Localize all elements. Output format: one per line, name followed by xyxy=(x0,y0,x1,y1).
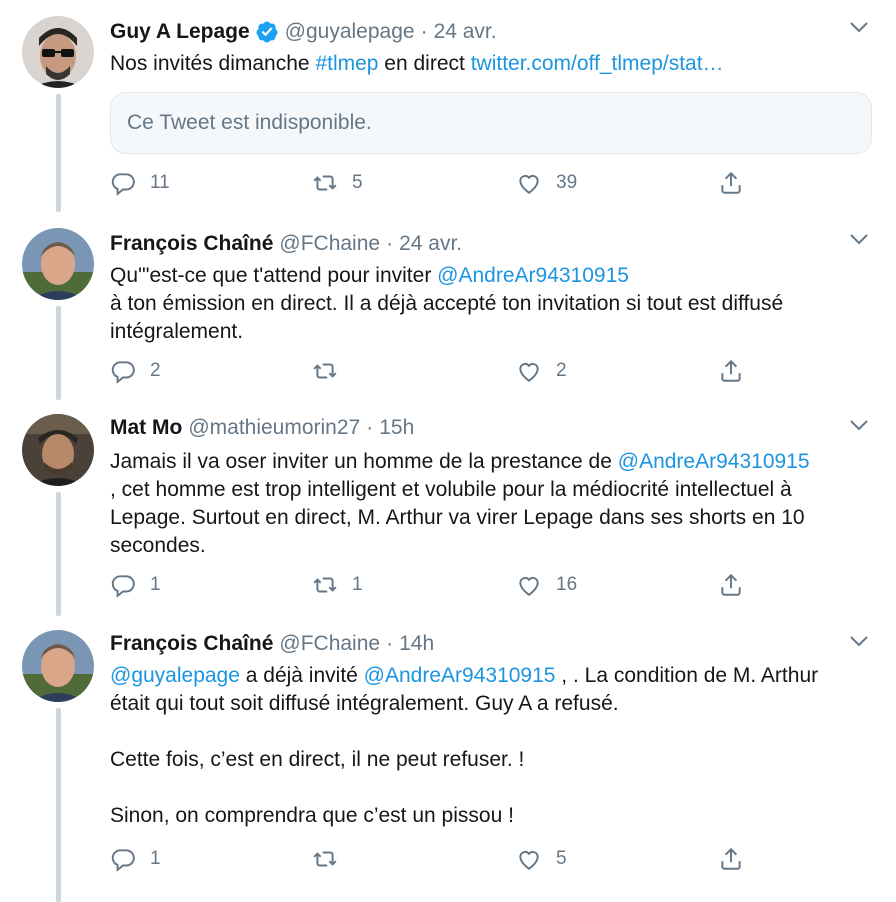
avatar[interactable] xyxy=(22,16,94,88)
separator: · xyxy=(386,232,394,255)
tweet[interactable] xyxy=(0,0,896,212)
quote-text: Ce Tweet est indisponible. xyxy=(127,111,372,134)
timestamp[interactable]: 14h xyxy=(399,632,435,655)
reply-icon xyxy=(110,170,136,196)
tweet-text xyxy=(110,662,880,830)
display-name[interactable]: François Chaîné xyxy=(110,232,274,255)
retweet-icon xyxy=(312,572,338,598)
like-count: 16 xyxy=(556,574,578,595)
verified-badge-icon xyxy=(255,20,279,44)
text: Jamais il va oser inviter un homme de la prestance de xyxy=(110,450,618,473)
reply-button[interactable] xyxy=(110,570,161,600)
tweet-header xyxy=(110,412,414,444)
url-link[interactable]: twitter.com/off_tlmep/stat… xyxy=(470,52,724,75)
reply-button[interactable] xyxy=(110,168,170,198)
share-icon xyxy=(718,170,744,196)
share-icon xyxy=(718,846,744,872)
mention-link[interactable]: @AndreAr94310915 xyxy=(437,264,629,287)
display-name[interactable]: Mat Mo xyxy=(110,416,183,439)
reply-count: 1 xyxy=(150,848,161,869)
reply-count: 1 xyxy=(150,574,161,595)
reply-button[interactable] xyxy=(110,356,161,386)
avatar[interactable] xyxy=(22,228,94,300)
tweet-text xyxy=(110,262,880,346)
tweet-header xyxy=(110,16,497,48)
timestamp[interactable]: 24 avr. xyxy=(399,232,463,255)
share-icon xyxy=(718,358,744,384)
mention-link[interactable]: @AndreAr94310915 xyxy=(617,450,810,473)
thread-line xyxy=(56,492,61,616)
reply-icon xyxy=(110,358,136,384)
tweet[interactable] xyxy=(0,400,896,616)
tweet-actions xyxy=(110,570,770,600)
blank-line xyxy=(110,774,880,802)
retweet-button[interactable] xyxy=(312,168,363,198)
hashtag-link[interactable]: #tlmep xyxy=(315,52,379,75)
heart-icon xyxy=(516,846,542,872)
text-line xyxy=(110,448,880,476)
reply-count: 11 xyxy=(150,172,170,193)
text: Qu'"est-ce que t'attend pour inviter xyxy=(110,264,438,287)
display-name[interactable]: Guy A Lepage xyxy=(110,20,250,43)
retweet-icon xyxy=(312,358,338,384)
timestamp[interactable]: 24 avr. xyxy=(433,20,497,43)
text: en direct xyxy=(378,52,471,75)
avatar[interactable] xyxy=(22,630,94,702)
text-line: était qui tout soit diffusé intégralement. Guy A a refusé. xyxy=(110,692,619,715)
text-line xyxy=(110,262,880,290)
retweet-count: 1 xyxy=(352,574,363,595)
tweet-actions xyxy=(110,844,770,874)
mention-link[interactable]: @guyalepage xyxy=(110,664,240,687)
retweet-button[interactable] xyxy=(312,570,363,600)
text-line xyxy=(110,662,880,690)
tweet-header xyxy=(110,628,434,660)
handle[interactable]: @mathieumorin27 xyxy=(188,416,361,439)
share-button[interactable] xyxy=(718,356,744,386)
text-line: intégralement. xyxy=(110,320,244,343)
tweet-actions xyxy=(110,356,770,386)
tweet-actions xyxy=(110,168,770,198)
thread-line xyxy=(56,708,61,902)
mention-link[interactable]: @AndreAr94310915 xyxy=(363,664,556,687)
heart-icon xyxy=(516,358,542,384)
tweet-header xyxy=(110,228,462,260)
chevron-down-icon[interactable] xyxy=(848,414,870,436)
retweet-icon xyxy=(312,846,338,872)
like-count: 2 xyxy=(556,360,567,381)
retweet-button[interactable] xyxy=(312,356,352,386)
retweet-count: 5 xyxy=(352,172,363,193)
handle[interactable]: @FChaine xyxy=(279,632,381,655)
tweet-text xyxy=(110,448,880,560)
text-line: à ton émission en direct. Il a déjà accepté ton invitation si tout est diffusé xyxy=(110,292,784,315)
text-line: Lepage. Surtout en direct, M. Arthur va virer Lepage dans ses shorts en 10 xyxy=(110,506,805,529)
text-line: Sinon, on comprendra que c’est un pissou ! xyxy=(110,804,514,827)
chevron-down-icon[interactable] xyxy=(848,16,870,38)
share-button[interactable] xyxy=(718,570,744,600)
tweet-text xyxy=(110,50,880,78)
like-count: 39 xyxy=(556,172,578,193)
text: a déjà invité xyxy=(239,664,364,687)
chevron-down-icon[interactable] xyxy=(848,630,870,652)
reply-icon xyxy=(110,572,136,598)
reply-button[interactable] xyxy=(110,844,161,874)
share-icon xyxy=(718,572,744,598)
share-button[interactable] xyxy=(718,168,744,198)
heart-icon xyxy=(516,170,542,196)
reply-icon xyxy=(110,846,136,872)
avatar[interactable] xyxy=(22,414,94,486)
reply-count: 2 xyxy=(150,360,161,381)
tweet[interactable] xyxy=(0,212,896,400)
share-button[interactable] xyxy=(718,844,744,874)
like-button[interactable] xyxy=(516,168,577,198)
heart-icon xyxy=(516,572,542,598)
like-button[interactable] xyxy=(516,570,577,600)
like-count: 5 xyxy=(556,848,567,869)
retweet-icon xyxy=(312,170,338,196)
thread-line xyxy=(56,306,61,400)
text-line: Cette fois, c’est en direct, il ne peut refuser. ! xyxy=(110,748,525,771)
tweet[interactable] xyxy=(0,616,896,902)
like-button[interactable] xyxy=(516,844,567,874)
like-button[interactable] xyxy=(516,356,567,386)
handle[interactable]: @guyalepage xyxy=(284,20,415,43)
thread-line xyxy=(56,94,61,212)
quoted-tweet-unavailable[interactable] xyxy=(110,92,872,154)
text: Nos invités dimanche xyxy=(110,52,316,75)
separator: · xyxy=(420,20,428,43)
separator: · xyxy=(366,416,374,439)
timestamp[interactable]: 15h xyxy=(379,416,415,439)
separator: · xyxy=(386,632,394,655)
blank-line xyxy=(110,718,880,746)
text: , . La condition de M. Arthur xyxy=(555,664,819,687)
handle[interactable]: @FChaine xyxy=(279,232,381,255)
chevron-down-icon[interactable] xyxy=(848,228,870,250)
display-name[interactable]: François Chaîné xyxy=(110,632,274,655)
retweet-button[interactable] xyxy=(312,844,352,874)
text-line: secondes. xyxy=(110,534,206,557)
text-line: , cet homme est trop intelligent et volubile pour la médiocrité intellectuel à xyxy=(110,478,792,501)
